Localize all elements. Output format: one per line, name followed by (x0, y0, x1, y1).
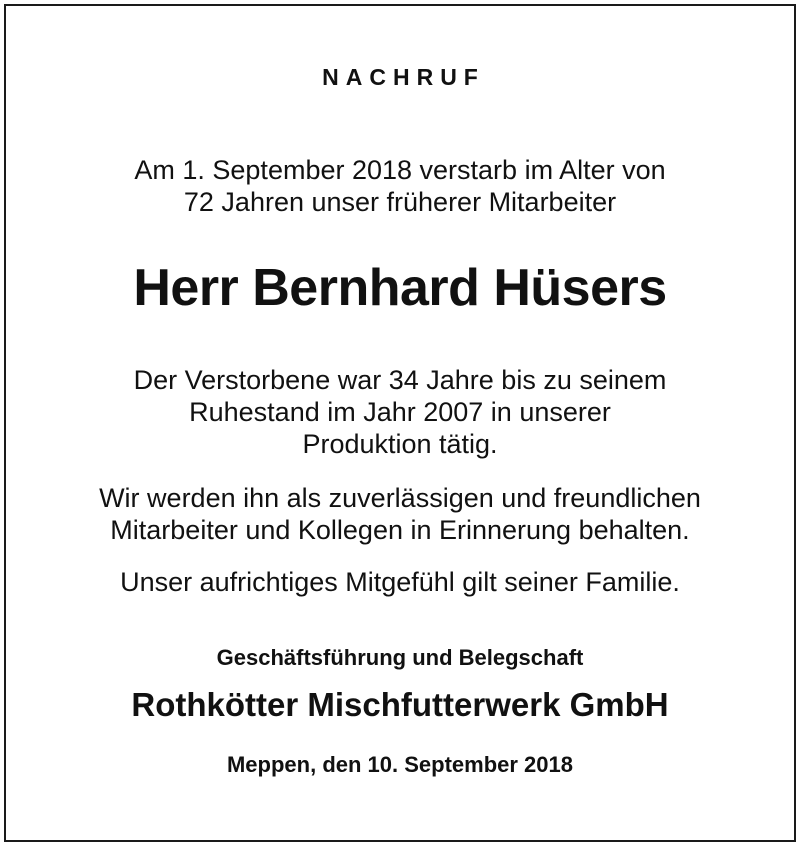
intro-line-1: Am 1. September 2018 verstarb im Alter von (134, 155, 666, 185)
deceased-name: Herr Bernhard Hüsers (133, 259, 667, 317)
notice-heading: NACHRUF (322, 64, 485, 90)
paragraph-1-line-3: Produktion tätig. (302, 429, 498, 459)
paragraph-1-line-2: Ruhestand im Jahr 2007 in unserer (189, 397, 611, 427)
intro-line-2: 72 Jahren unser früherer Mitarbeiter (183, 187, 617, 217)
paragraph-1-line-1: Der Verstorbene war 34 Jahre bis zu seinem (133, 365, 667, 395)
place-date: Meppen, den 10. September 2018 (226, 752, 574, 777)
company-name: Rothkötter Mischfutterwerk GmbH (131, 686, 669, 723)
paragraph-2-line-2: Mitarbeiter und Kollegen in Erinnerung behalten. (110, 515, 690, 545)
paragraph-2-line-1: Wir werden ihn als zuverlässigen und freundlichen (99, 483, 701, 513)
signatory-group: Geschäftsführung und Belegschaft (216, 645, 584, 670)
paragraph-3: Unser aufrichtiges Mitgefühl gilt seiner Familie. (120, 567, 680, 597)
